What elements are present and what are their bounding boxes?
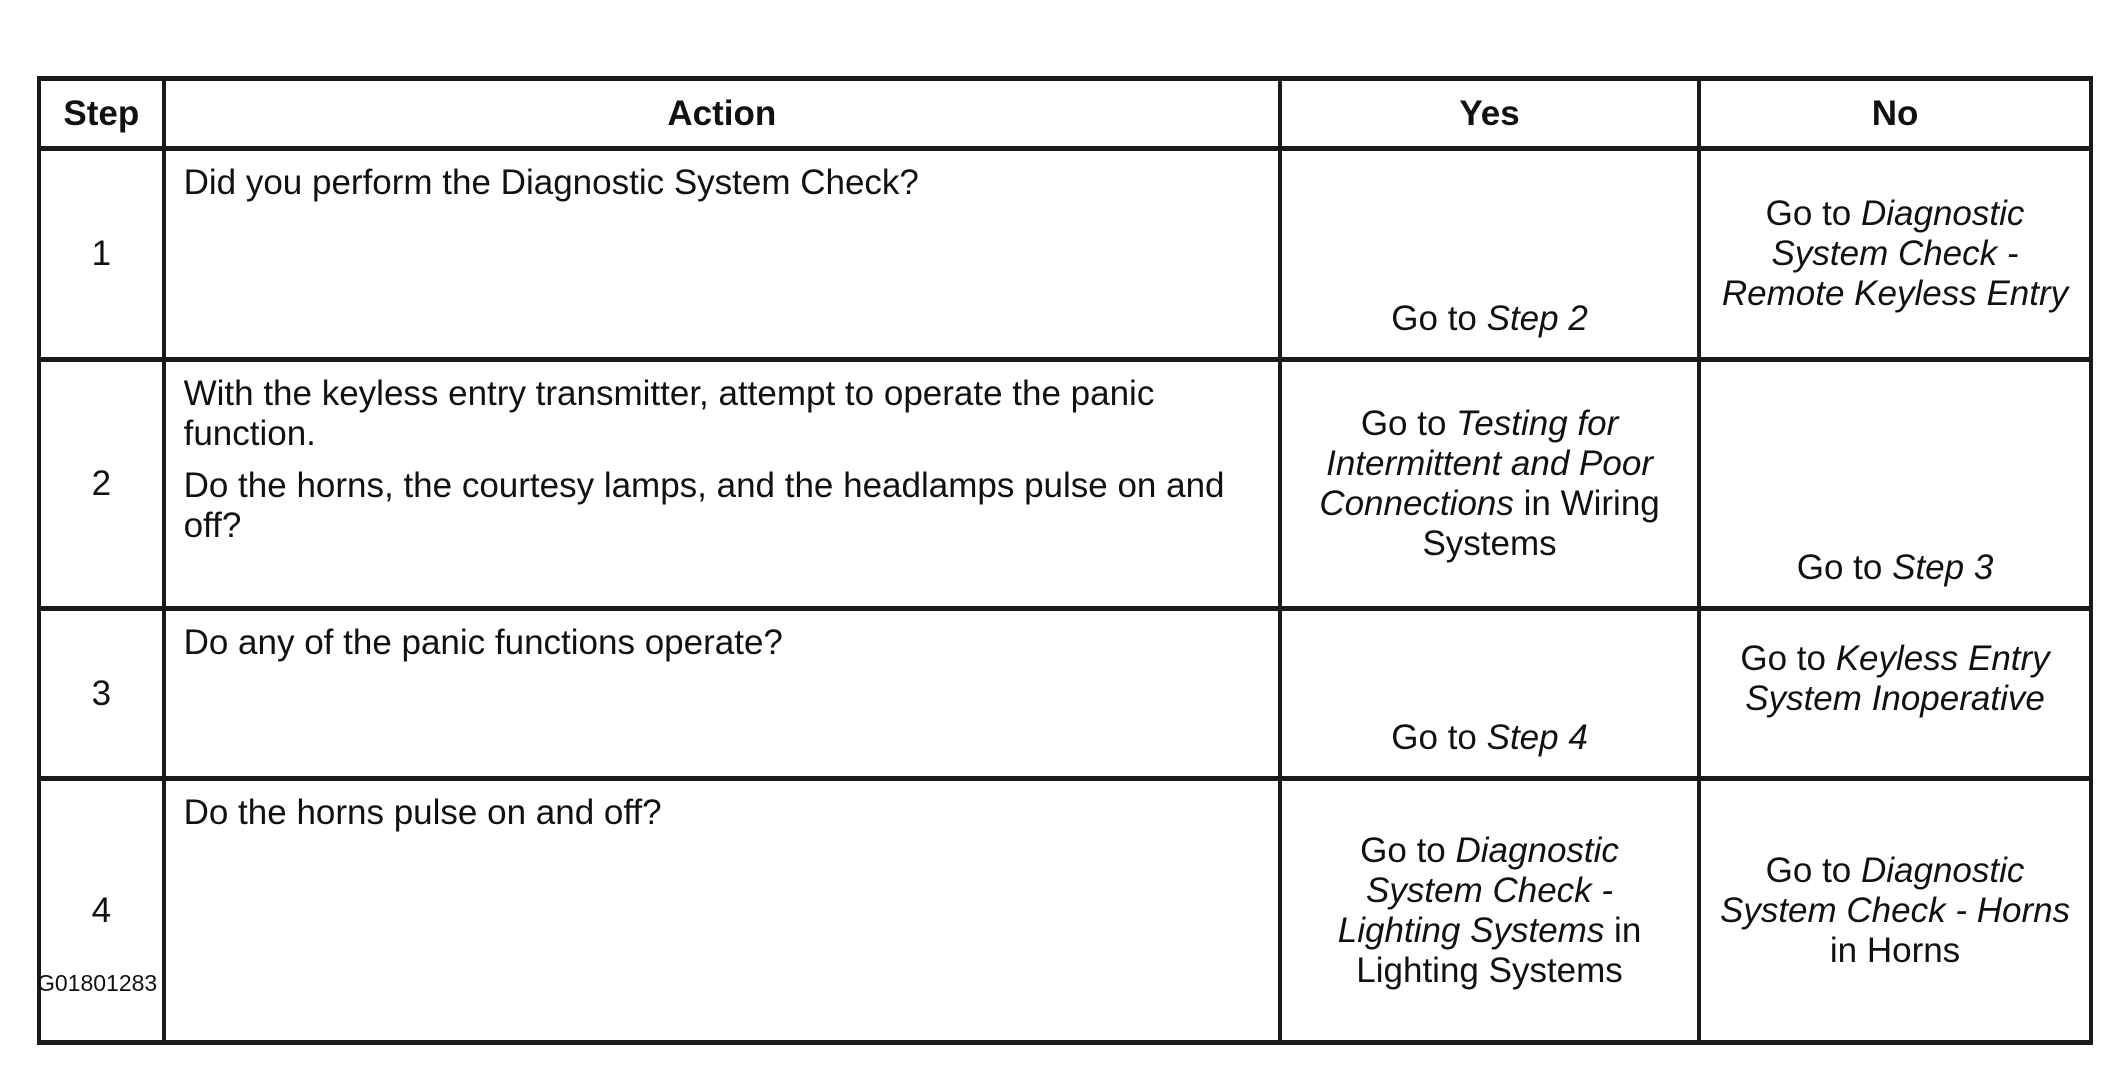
action-text: Do the horns pulse on and off? bbox=[183, 793, 662, 832]
yes-suffix: in Wiring Systems bbox=[1422, 484, 1660, 563]
yes-prefix: Go to bbox=[1360, 830, 1456, 870]
header-action: Action bbox=[164, 79, 1280, 149]
action-text: With the keyless entry transmitter, attempt to operate the panic function. bbox=[183, 374, 1155, 453]
yes-prefix: Go to bbox=[1360, 404, 1457, 443]
no-reference: Diagnostic System Check - Horns bbox=[1719, 850, 2071, 930]
table-row bbox=[39, 360, 2091, 609]
step-number: 1 bbox=[39, 149, 164, 360]
yes-cell bbox=[1280, 779, 1699, 1043]
step-number: 4 bbox=[39, 779, 164, 1043]
header-no: No bbox=[1699, 79, 2091, 149]
no-prefix: Go to bbox=[1765, 194, 1861, 233]
action-cell bbox=[164, 609, 1280, 779]
yes-cell bbox=[1280, 609, 1699, 779]
table-row bbox=[39, 779, 2091, 1043]
yes-prefix: Go to bbox=[1391, 718, 1487, 757]
yes-reference: Step 4 bbox=[1486, 718, 1588, 757]
yes-reference: Testing for Intermittent and Poor Connections bbox=[1319, 404, 1653, 523]
diagnostic-table bbox=[37, 76, 2093, 1045]
no-cell bbox=[1699, 360, 2091, 609]
action-cell bbox=[164, 360, 1280, 609]
no-cell bbox=[1699, 609, 2091, 779]
yes-cell bbox=[1280, 360, 1699, 609]
header-step: Step bbox=[39, 79, 164, 149]
no-prefix: Go to bbox=[1740, 639, 1836, 678]
table-row bbox=[39, 149, 2091, 360]
yes-cell bbox=[1280, 149, 1699, 360]
action-text: Did you perform the Diagnostic System Check? bbox=[183, 163, 919, 202]
no-reference: Step 3 bbox=[1892, 548, 1994, 587]
no-cell bbox=[1699, 149, 2091, 360]
yes-reference: Step 2 bbox=[1486, 299, 1588, 338]
step-number: 2 bbox=[39, 360, 164, 609]
header-row bbox=[39, 79, 2091, 149]
no-suffix: in Horns bbox=[1829, 930, 1961, 970]
header-yes: Yes bbox=[1280, 79, 1699, 149]
yes-reference: Diagnostic System Check - Lighting Systems bbox=[1337, 830, 1619, 950]
no-reference: Keyless Entry System Inoperative bbox=[1745, 639, 2050, 718]
no-reference: Diagnostic System Check - Remote Keyless Entry bbox=[1721, 194, 2069, 313]
action-text: Do the horns, the courtesy lamps, and the headlamps pulse on and off? bbox=[183, 466, 1225, 545]
yes-suffix: in Lighting Systems bbox=[1356, 910, 1642, 990]
no-prefix: Go to bbox=[1765, 850, 1861, 890]
figure-id: G01801283 bbox=[37, 970, 158, 996]
table-row bbox=[39, 609, 2091, 779]
action-cell bbox=[164, 149, 1280, 360]
no-cell bbox=[1699, 779, 2091, 1043]
yes-prefix: Go to bbox=[1391, 299, 1487, 338]
step-number: 3 bbox=[39, 609, 164, 779]
action-cell bbox=[164, 779, 1280, 1043]
action-text: Do any of the panic functions operate? bbox=[183, 623, 783, 662]
no-prefix: Go to bbox=[1796, 548, 1893, 587]
